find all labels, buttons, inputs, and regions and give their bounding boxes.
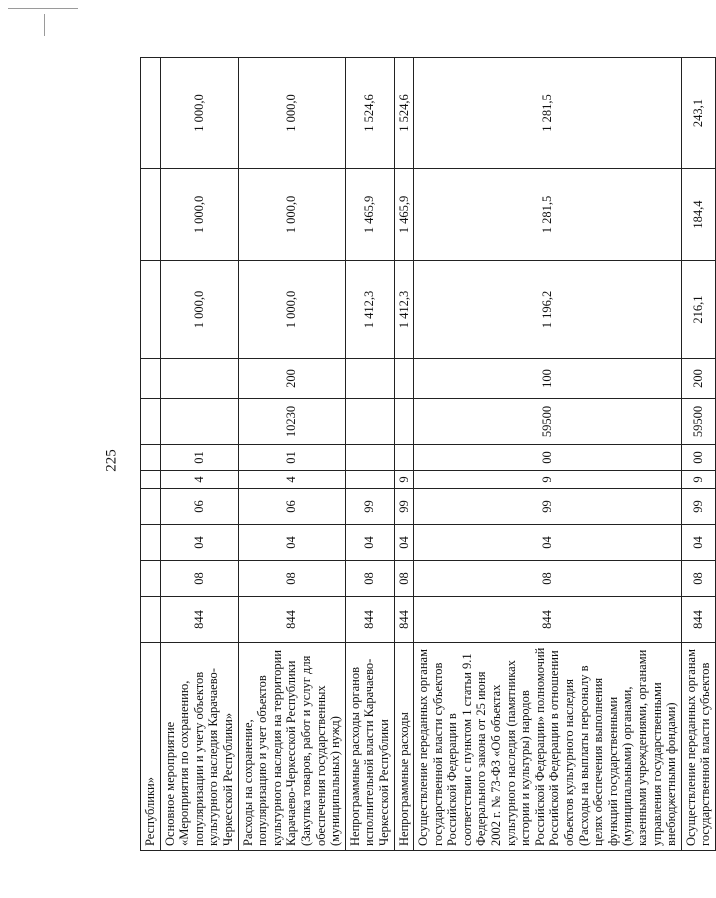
amount-year-1: 1 000,0 — [238, 261, 345, 359]
ministry-code: 844 — [414, 597, 682, 643]
table-row — [141, 58, 161, 851]
subprogram-code: 9 — [681, 471, 715, 489]
amount-year-3: 1 524,6 — [394, 58, 414, 169]
table-cell — [141, 445, 161, 471]
amount-year-1: 1 412,3 — [345, 261, 394, 359]
amount-year-1: 1 000,0 — [160, 261, 238, 359]
subsection-code: 04 — [238, 525, 345, 561]
direction-code — [394, 399, 414, 445]
amount-year-3: 1 000,0 — [238, 58, 345, 169]
program-code: 99 — [394, 489, 414, 525]
subsection-code: 04 — [394, 525, 414, 561]
subprogram-code: 4 — [238, 471, 345, 489]
expense-type-code — [394, 359, 414, 399]
table-cell — [141, 489, 161, 525]
amount-year-3: 243,1 — [681, 58, 715, 169]
subprogram-code: 9 — [414, 471, 682, 489]
subsection-code: 04 — [414, 525, 682, 561]
program-code: 99 — [414, 489, 682, 525]
activity-code — [345, 445, 394, 471]
activity-code: 00 — [414, 445, 682, 471]
table-cell — [141, 471, 161, 489]
amount-year-2: 1 000,0 — [160, 169, 238, 261]
table-cell — [141, 597, 161, 643]
budget-table — [140, 57, 716, 851]
subprogram-code: 4 — [160, 471, 238, 489]
table-row — [394, 58, 414, 851]
table-cell — [141, 525, 161, 561]
ministry-code: 844 — [394, 597, 414, 643]
expense-type-code: 200 — [681, 359, 715, 399]
direction-code — [345, 399, 394, 445]
activity-code: 01 — [238, 445, 345, 471]
table-row — [345, 58, 394, 851]
program-code: 99 — [345, 489, 394, 525]
ministry-code: 844 — [681, 597, 715, 643]
subprogram-code: 9 — [394, 471, 414, 489]
section-code: 08 — [160, 561, 238, 597]
section-code: 08 — [414, 561, 682, 597]
amount-year-3: 1 000,0 — [160, 58, 238, 169]
table-row — [238, 58, 345, 851]
amount-year-2: 1 281,5 — [414, 169, 682, 261]
row-name: Осуществление переданных органам государственной власти субъектов — [681, 643, 715, 851]
expense-type-code: 200 — [238, 359, 345, 399]
table-cell — [141, 359, 161, 399]
ministry-code: 844 — [160, 597, 238, 643]
row-name: Непрограммные расходы — [394, 643, 414, 851]
amount-year-3: 1 524,6 — [345, 58, 394, 169]
amount-year-1: 1 412,3 — [394, 261, 414, 359]
scan-mark-vertical — [44, 14, 45, 36]
scan-mark-horizontal — [8, 8, 78, 9]
budget-table-container — [140, 58, 713, 851]
activity-code: 01 — [160, 445, 238, 471]
table-cell — [141, 169, 161, 261]
table-cell — [141, 58, 161, 169]
subprogram-code — [345, 471, 394, 489]
row-name: Республики» — [141, 643, 161, 851]
table-row — [681, 58, 715, 851]
ministry-code: 844 — [238, 597, 345, 643]
program-code: 06 — [160, 489, 238, 525]
row-name: Непрограммные расходы органов исполнительной власти Карачаево-Черкесской Республики — [345, 643, 394, 851]
amount-year-3: 1 281,5 — [414, 58, 682, 169]
section-code: 08 — [238, 561, 345, 597]
section-code: 08 — [394, 561, 414, 597]
table-row — [414, 58, 682, 851]
table-cell — [141, 399, 161, 445]
row-name: Осуществление переданных органам государственной власти субъектов Российской Федерации в соответствии с пунктом 1 статьи 9.1 Федерального закона от 25 июня 2002 г. № 73-ФЗ «Об объектах культурного наследия (памятниках истории и культуры) народов Российской Федерации» полномочий Российской Федерации в отношении объектов культурного наследия (Расходы на выплаты персоналу в целях обеспечения выполнения функций государственными (муниципальными) органами, казенными учреждениями, органами управления государственными внебюджетными фондами) — [414, 643, 682, 851]
direction-code — [160, 399, 238, 445]
direction-code: 59500 — [681, 399, 715, 445]
activity-code: 00 — [681, 445, 715, 471]
row-name: Расходы на сохранение, популяризацию и учет объектов культурного наследия на территории Карачаево-Черкесской Республики (Закупка товаров, работ и услуг для обеспечения государственных (муниципальных) нужд) — [238, 643, 345, 851]
page-number: 225 — [103, 449, 120, 472]
direction-code: 59500 — [414, 399, 682, 445]
subsection-code: 04 — [681, 525, 715, 561]
expense-type-code — [160, 359, 238, 399]
subsection-code: 04 — [345, 525, 394, 561]
subsection-code: 04 — [160, 525, 238, 561]
amount-year-2: 1 465,9 — [394, 169, 414, 261]
expense-type-code — [345, 359, 394, 399]
table-cell — [141, 261, 161, 359]
amount-year-2: 184,4 — [681, 169, 715, 261]
amount-year-2: 1 000,0 — [238, 169, 345, 261]
row-name: Основное мероприятие «Мероприятия по сохранению, популяризации и учету объектов культурного наследия Карачаево-Черкесской Республики» — [160, 643, 238, 851]
table-cell — [141, 561, 161, 597]
activity-code — [394, 445, 414, 471]
section-code: 08 — [681, 561, 715, 597]
table-row — [160, 58, 238, 851]
amount-year-2: 1 465,9 — [345, 169, 394, 261]
program-code: 99 — [681, 489, 715, 525]
amount-year-1: 216,1 — [681, 261, 715, 359]
program-code: 06 — [238, 489, 345, 525]
ministry-code: 844 — [345, 597, 394, 643]
amount-year-1: 1 196,2 — [414, 261, 682, 359]
direction-code: 10230 — [238, 399, 345, 445]
expense-type-code: 100 — [414, 359, 682, 399]
section-code: 08 — [345, 561, 394, 597]
